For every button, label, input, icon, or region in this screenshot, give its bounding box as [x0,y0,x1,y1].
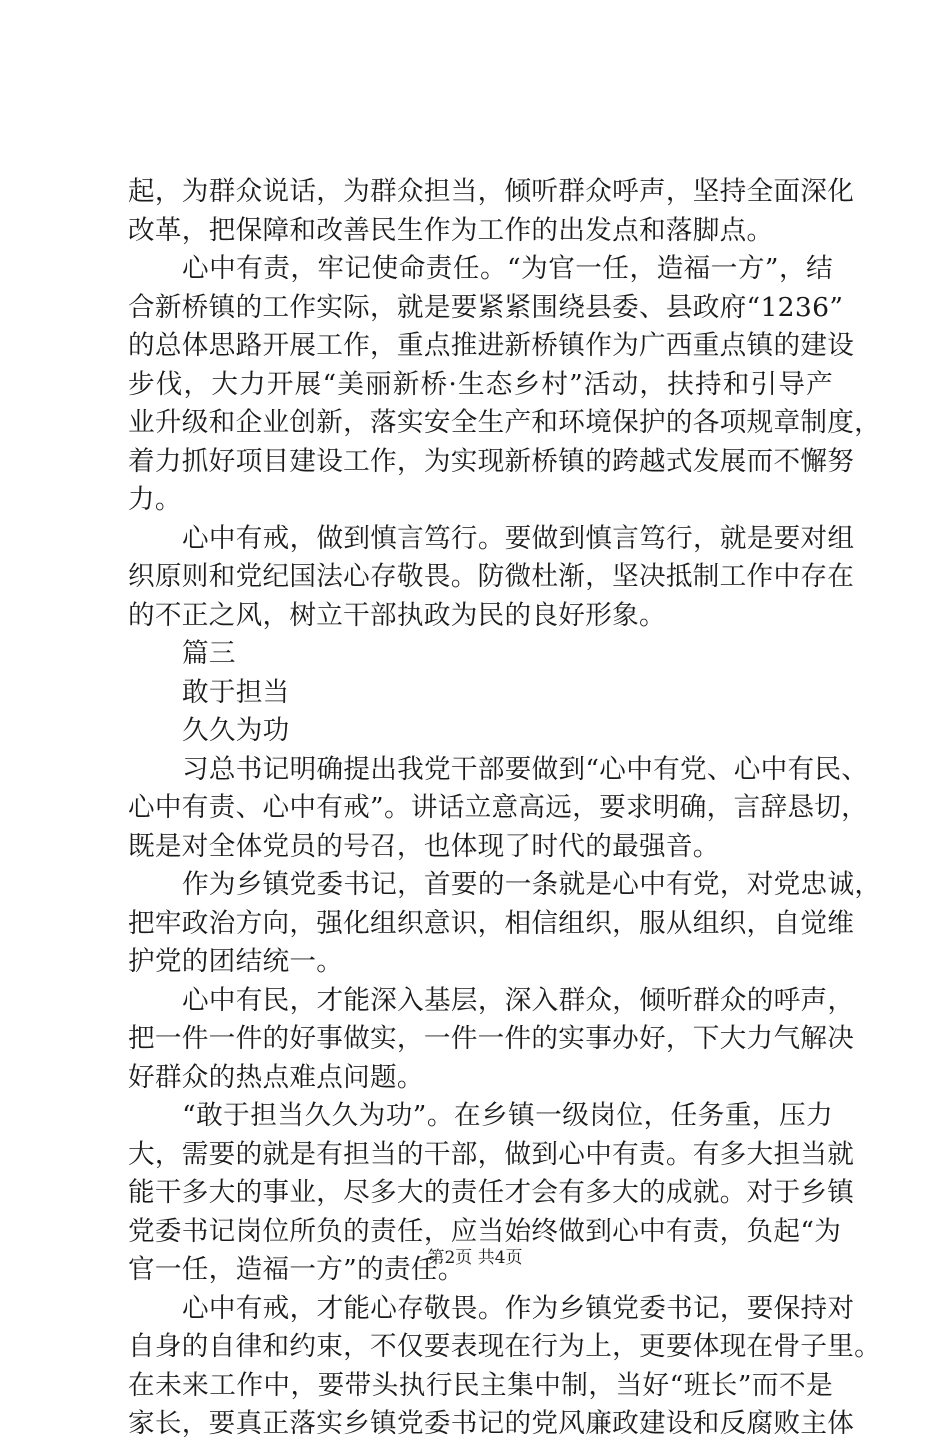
text-line: 织原则和党纪国法心存敬畏。防微杜渐，坚决抵制工作中存在 [128,561,855,592]
text-line: 家长，要真正落实乡镇党委书记的党风廉政建设和反腐败主体 [128,1408,855,1439]
text-line: 的不正之风，树立干部执政为民的良好形象。 [128,599,666,631]
text-line: 敢于担当 [182,676,290,708]
text-line: 力。 [128,484,182,515]
text-line: 党委书记岗位所负的责任，应当始终做到心中有责，负起“为 [128,1215,842,1247]
text-line: 官一任，造福一方”的责任。 [128,1254,465,1285]
text-line: 好群众的热点难点问题。 [128,1061,424,1093]
text-line: 自身的自律和约束，不仅要表现在行为上，更要体现在骨子里。 [128,1331,882,1362]
text-line: 在未来工作中，要带头执行民主集中制，当好“班长”而不是 [128,1369,833,1401]
text-line: 心中有责、心中有戒”。讲话立意高远，要求明确，言辞恳切， [128,792,869,823]
text-line: 心中有责，牢记使命责任。“为官一任，造福一方”，结 [182,253,833,284]
text-line: 护党的团结统一。 [128,946,344,977]
text-line: 着力抓好项目建设工作，为实现新桥镇的跨越式发展而不懈努 [128,445,855,477]
text-line: 习总书记明确提出我党干部要做到“心中有党、心中有民、 [182,753,869,785]
text-line: 心中有戒，才能心存敬畏。作为乡镇党委书记，要保持对 [182,1292,855,1324]
text-line: “敢于担当久久为功”。在乡镇一级岗位，任务重，压力 [182,1100,833,1131]
text-line: 能干多大的事业，尽多大的责任才会有多大的成就。对于乡镇 [128,1177,855,1208]
text-line: 把一件一件的好事做实，一件一件的实事办好，下大力气解决 [128,1023,855,1054]
text-line: 步伐，大力开展“美丽新桥·生态乡村”活动，扶持和引导产 [128,368,833,400]
text-line: 作为乡镇党委书记，首要的一条就是心中有党，对党忠诚， [182,869,882,900]
text-line: 起，为群众说话，为群众担当，倾听群众呼声，坚持全面深化 [128,176,855,207]
text-line: 心中有戒，做到慎言笃行。要做到慎言笃行，就是要对组 [182,522,855,554]
text-line: 既是对全体党员的号召，也体现了时代的最强音。 [128,830,720,862]
text-line: 改革，把保障和改善民生作为工作的出发点和落脚点。 [128,214,774,246]
text-line: 业升级和企业创新，落实安全生产和环境保护的各项规章制度， [128,407,882,438]
page-footer: 第2页 共4页 [427,1248,523,1268]
text-line: 的总体思路开展工作，重点推进新桥镇作为广西重点镇的建设 [128,330,855,361]
text-line: 心中有民，才能深入基层，深入群众，倾听群众的呼声， [182,984,855,1016]
text-line: 久久为功 [182,715,290,746]
text-line: 把牢政治方向，强化组织意识，相信组织，服从组织，自觉维 [128,907,855,939]
text-line: 篇三 [182,638,236,669]
text-line: 合新桥镇的工作实际，就是要紧紧围绕县委、县政府“1236” [128,291,844,323]
text-line: 大，需要的就是有担当的干部，做到心中有责。有多大担当就 [128,1138,855,1170]
